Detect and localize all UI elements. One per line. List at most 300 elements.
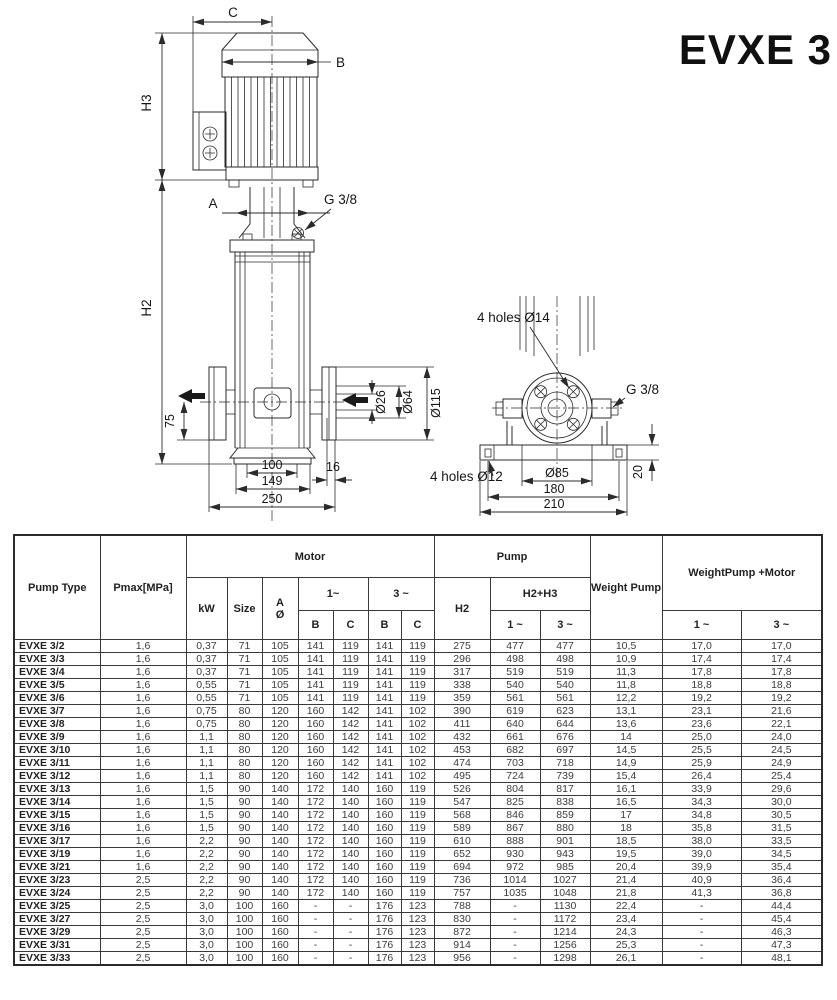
table-cell: 17,8 xyxy=(741,666,822,679)
table-cell: 71 xyxy=(227,640,262,653)
table-cell: 172 xyxy=(298,835,333,848)
table-cell: 141 xyxy=(298,640,333,653)
table-cell: 17 xyxy=(590,809,662,822)
table-cell: 11,8 xyxy=(590,679,662,692)
table-row xyxy=(14,692,822,705)
table-cell: 33,5 xyxy=(741,835,822,848)
table-cell: 90 xyxy=(227,796,262,809)
table-cell: 34,5 xyxy=(741,848,822,861)
table-cell: 1,1 xyxy=(186,731,227,744)
table-cell: 498 xyxy=(490,653,540,666)
table-cell: - xyxy=(662,939,741,952)
table-cell: 119 xyxy=(333,666,368,679)
table-cell: 30,5 xyxy=(741,809,822,822)
table-cell: 1,6 xyxy=(100,640,186,653)
table-cell: 119 xyxy=(401,822,434,835)
table-cell: 432 xyxy=(434,731,490,744)
table-cell: 34,3 xyxy=(662,796,741,809)
table-cell: 359 xyxy=(434,692,490,705)
table-cell: 18,5 xyxy=(590,835,662,848)
table-row xyxy=(14,679,822,692)
table-cell: 140 xyxy=(262,796,298,809)
col-group-motor-3ph: 3 ~ xyxy=(368,578,434,611)
col-header-a: A xyxy=(276,596,284,609)
table-cell: 140 xyxy=(262,809,298,822)
table-cell: 90 xyxy=(227,809,262,822)
table-cell: 568 xyxy=(434,809,490,822)
table-cell: 119 xyxy=(401,692,434,705)
table-cell: 1,5 xyxy=(186,796,227,809)
thread-label-g38-side: G 3/8 xyxy=(324,192,358,207)
table-cell: 17,4 xyxy=(741,653,822,666)
table-cell: 23,4 xyxy=(590,913,662,926)
table-cell: 140 xyxy=(262,887,298,900)
table-cell: 102 xyxy=(401,731,434,744)
table-cell: 1048 xyxy=(540,887,590,900)
table-cell: 120 xyxy=(262,731,298,744)
table-cell: 3,0 xyxy=(186,913,227,926)
table-cell: 1027 xyxy=(540,874,590,887)
table-cell: 1172 xyxy=(540,913,590,926)
pump-type-cell: EVXE 3/31 xyxy=(14,939,100,952)
dim-label-o115: Ø115 xyxy=(429,388,443,418)
table-cell: 17,0 xyxy=(741,640,822,653)
table-cell: 141 xyxy=(368,692,401,705)
col-group-motor-1ph: 1~ xyxy=(298,578,368,611)
col-group-weight-pump-motor: WeightPump +Motor xyxy=(662,535,822,611)
table-cell: 10,9 xyxy=(590,653,662,666)
table-cell: 682 xyxy=(490,744,540,757)
table-cell: 0,55 xyxy=(186,679,227,692)
table-cell: - xyxy=(490,952,540,966)
table-cell: 141 xyxy=(368,744,401,757)
table-cell: 102 xyxy=(401,705,434,718)
table-cell: 15,4 xyxy=(590,770,662,783)
table-cell: 33,9 xyxy=(662,783,741,796)
table-cell: 2,5 xyxy=(100,900,186,913)
table-cell: 140 xyxy=(333,783,368,796)
table-cell: 41,3 xyxy=(662,887,741,900)
table-row xyxy=(14,783,822,796)
table-cell: 176 xyxy=(368,952,401,966)
table-cell: 80 xyxy=(227,770,262,783)
table-cell: 176 xyxy=(368,900,401,913)
table-row xyxy=(14,705,822,718)
table-cell: 1256 xyxy=(540,939,590,952)
table-cell: 123 xyxy=(401,913,434,926)
table-cell: 25,4 xyxy=(741,770,822,783)
table-cell: 160 xyxy=(368,887,401,900)
table-cell: - xyxy=(298,926,333,939)
pump-type-cell: EVXE 3/2 xyxy=(14,640,100,653)
flow-arrow-left-icon xyxy=(178,389,205,403)
pump-type-cell: EVXE 3/7 xyxy=(14,705,100,718)
table-cell: 119 xyxy=(401,809,434,822)
col-group-pump: Pump xyxy=(434,535,590,578)
table-cell: 18,8 xyxy=(741,679,822,692)
table-cell: 172 xyxy=(298,861,333,874)
table-cell: - xyxy=(490,926,540,939)
table-cell: 120 xyxy=(262,744,298,757)
table-cell: 176 xyxy=(368,913,401,926)
table-cell: 19,2 xyxy=(662,692,741,705)
table-cell: 90 xyxy=(227,822,262,835)
table-cell: - xyxy=(298,900,333,913)
table-cell: 1,6 xyxy=(100,796,186,809)
table-cell: 141 xyxy=(368,640,401,653)
table-cell: 561 xyxy=(490,692,540,705)
table-cell: 160 xyxy=(298,718,333,731)
table-cell: 498 xyxy=(540,653,590,666)
table-row xyxy=(14,861,822,874)
table-cell: 1,1 xyxy=(186,744,227,757)
dim-label-b: B xyxy=(336,55,346,70)
table-cell: 48,1 xyxy=(741,952,822,966)
table-cell: 1,1 xyxy=(186,770,227,783)
table-cell: 120 xyxy=(262,718,298,731)
table-row xyxy=(14,770,822,783)
table-cell: 1,6 xyxy=(100,757,186,770)
table-cell: 100 xyxy=(227,952,262,966)
table-cell: 11,3 xyxy=(590,666,662,679)
table-cell: 24,3 xyxy=(590,926,662,939)
pump-type-cell: EVXE 3/4 xyxy=(14,666,100,679)
table-row xyxy=(14,653,822,666)
table-cell: 38,0 xyxy=(662,835,741,848)
table-cell: 859 xyxy=(540,809,590,822)
table-cell: 100 xyxy=(227,926,262,939)
col-header-pump-type: Pump Type xyxy=(14,535,100,640)
table-cell: 697 xyxy=(540,744,590,757)
table-cell: - xyxy=(490,900,540,913)
pump-type-cell: EVXE 3/9 xyxy=(14,731,100,744)
table-cell: 140 xyxy=(262,874,298,887)
table-cell: 142 xyxy=(333,770,368,783)
table-cell: 2,5 xyxy=(100,887,186,900)
table-cell: 31,5 xyxy=(741,822,822,835)
table-cell: 20,4 xyxy=(590,861,662,874)
pump-type-cell: EVXE 3/10 xyxy=(14,744,100,757)
table-cell: 141 xyxy=(298,653,333,666)
table-cell: 804 xyxy=(490,783,540,796)
table-cell: 1,5 xyxy=(186,822,227,835)
table-cell: 0,37 xyxy=(186,653,227,666)
table-cell: 102 xyxy=(401,757,434,770)
table-cell: 90 xyxy=(227,887,262,900)
table-cell: 3,0 xyxy=(186,939,227,952)
pump-front-view-drawing xyxy=(430,296,659,516)
table-cell: - xyxy=(333,939,368,952)
table-cell: 141 xyxy=(298,692,333,705)
table-cell: 3,0 xyxy=(186,952,227,966)
table-cell: 39,9 xyxy=(662,861,741,874)
table-cell: 1,6 xyxy=(100,770,186,783)
table-cell: 172 xyxy=(298,887,333,900)
table-cell: 34,8 xyxy=(662,809,741,822)
table-cell: 817 xyxy=(540,783,590,796)
table-cell: 540 xyxy=(540,679,590,692)
pump-type-cell: EVXE 3/13 xyxy=(14,783,100,796)
table-cell: 14,5 xyxy=(590,744,662,757)
table-cell: 172 xyxy=(298,874,333,887)
table-cell: 867 xyxy=(490,822,540,835)
table-cell: 21,8 xyxy=(590,887,662,900)
table-cell: 141 xyxy=(368,666,401,679)
pump-type-cell: EVXE 3/5 xyxy=(14,679,100,692)
table-cell: 160 xyxy=(368,861,401,874)
table-cell: 119 xyxy=(333,692,368,705)
page-title: EVXE 3 xyxy=(678,26,832,73)
table-cell: 1,6 xyxy=(100,822,186,835)
table-cell: 930 xyxy=(490,848,540,861)
table-cell: 914 xyxy=(434,939,490,952)
table-cell: 119 xyxy=(333,679,368,692)
table-cell: 846 xyxy=(490,809,540,822)
table-cell: 1,6 xyxy=(100,783,186,796)
dim-label-100: 100 xyxy=(261,458,283,472)
table-cell: 160 xyxy=(298,770,333,783)
table-cell: 172 xyxy=(298,809,333,822)
table-cell: 676 xyxy=(540,731,590,744)
table-cell: 1,6 xyxy=(100,718,186,731)
table-cell: 788 xyxy=(434,900,490,913)
table-cell: 119 xyxy=(401,887,434,900)
callout-4-holes-o12: 4 holes Ø12 xyxy=(430,469,503,484)
table-cell: 14,9 xyxy=(590,757,662,770)
table-cell: 26,1 xyxy=(590,952,662,966)
table-cell: 80 xyxy=(227,705,262,718)
dim-label-149: 149 xyxy=(261,474,283,488)
table-cell: 80 xyxy=(227,757,262,770)
table-cell: 943 xyxy=(540,848,590,861)
table-cell: 80 xyxy=(227,744,262,757)
table-cell: 317 xyxy=(434,666,490,679)
col-header-weight-3ph: 3 ~ xyxy=(741,611,822,640)
table-row xyxy=(14,731,822,744)
table-cell: 141 xyxy=(298,666,333,679)
table-cell: 0,37 xyxy=(186,640,227,653)
table-cell: 18,8 xyxy=(662,679,741,692)
table-cell: 160 xyxy=(298,757,333,770)
table-cell: 1,6 xyxy=(100,848,186,861)
table-cell: 123 xyxy=(401,926,434,939)
dim-label-o26: Ø26 xyxy=(374,390,388,414)
table-cell: 141 xyxy=(368,731,401,744)
table-cell: 90 xyxy=(227,861,262,874)
dim-label-o64: Ø64 xyxy=(401,390,415,414)
table-cell: 160 xyxy=(368,783,401,796)
table-cell: - xyxy=(298,939,333,952)
table-cell: 39,0 xyxy=(662,848,741,861)
table-cell: 90 xyxy=(227,783,262,796)
table-cell: - xyxy=(662,926,741,939)
table-cell: 142 xyxy=(333,757,368,770)
pump-type-cell: EVXE 3/17 xyxy=(14,835,100,848)
table-cell: 640 xyxy=(490,718,540,731)
table-cell: 23,6 xyxy=(662,718,741,731)
table-cell: 102 xyxy=(401,770,434,783)
table-cell: 411 xyxy=(434,718,490,731)
table-cell: 0,55 xyxy=(186,692,227,705)
table-cell: 540 xyxy=(490,679,540,692)
table-cell: 619 xyxy=(490,705,540,718)
table-cell: 703 xyxy=(490,757,540,770)
pump-data-table xyxy=(13,534,823,966)
table-cell: 1,1 xyxy=(186,757,227,770)
table-cell: 160 xyxy=(368,809,401,822)
dim-label-c: C xyxy=(228,5,238,20)
table-cell: 652 xyxy=(434,848,490,861)
table-cell: 610 xyxy=(434,835,490,848)
table-cell: 23,1 xyxy=(662,705,741,718)
pump-type-cell: EVXE 3/16 xyxy=(14,822,100,835)
table-cell: 1,5 xyxy=(186,809,227,822)
pump-type-cell: EVXE 3/11 xyxy=(14,757,100,770)
flow-arrow-right-icon xyxy=(342,393,368,407)
table-cell: 172 xyxy=(298,822,333,835)
pump-type-cell: EVXE 3/27 xyxy=(14,913,100,926)
table-cell: 105 xyxy=(262,653,298,666)
table-cell: 119 xyxy=(333,653,368,666)
table-cell: 123 xyxy=(401,900,434,913)
table-cell: 140 xyxy=(262,848,298,861)
col-group-motor: Motor xyxy=(186,535,434,578)
table-cell: 338 xyxy=(434,679,490,692)
table-cell: 140 xyxy=(333,796,368,809)
table-cell: 25,9 xyxy=(662,757,741,770)
table-row xyxy=(14,887,822,900)
table-cell: 172 xyxy=(298,783,333,796)
table-cell: 21,4 xyxy=(590,874,662,887)
table-cell: 2,2 xyxy=(186,887,227,900)
table-cell: 519 xyxy=(490,666,540,679)
table-cell: 90 xyxy=(227,874,262,887)
table-cell: 1,6 xyxy=(100,666,186,679)
table-row xyxy=(14,718,822,731)
table-cell: - xyxy=(333,913,368,926)
table-cell: 25,0 xyxy=(662,731,741,744)
table-cell: 100 xyxy=(227,939,262,952)
table-row xyxy=(14,900,822,913)
table-cell: 90 xyxy=(227,848,262,861)
callout-4-holes-o14: 4 holes Ø14 xyxy=(477,310,550,325)
table-cell: 119 xyxy=(401,640,434,653)
table-cell: 142 xyxy=(333,731,368,744)
table-cell: 71 xyxy=(227,666,262,679)
table-cell: - xyxy=(333,900,368,913)
table-cell: 644 xyxy=(540,718,590,731)
table-cell: 140 xyxy=(333,887,368,900)
table-cell: 3,0 xyxy=(186,900,227,913)
table-cell: 120 xyxy=(262,757,298,770)
table-cell: 872 xyxy=(434,926,490,939)
table-cell: 2,2 xyxy=(186,848,227,861)
pump-type-cell: EVXE 3/24 xyxy=(14,887,100,900)
table-cell: 141 xyxy=(368,718,401,731)
table-cell: 296 xyxy=(434,653,490,666)
table-cell: 160 xyxy=(262,926,298,939)
table-cell: 119 xyxy=(401,874,434,887)
table-cell: 1,6 xyxy=(100,731,186,744)
table-cell: 90 xyxy=(227,835,262,848)
table-cell: 390 xyxy=(434,705,490,718)
table-cell: 275 xyxy=(434,640,490,653)
table-cell: 17,4 xyxy=(662,653,741,666)
table-row xyxy=(14,640,822,653)
table-cell: 160 xyxy=(262,913,298,926)
table-cell: - xyxy=(333,926,368,939)
dim-label-o85: Ø85 xyxy=(545,466,569,480)
table-cell: 160 xyxy=(298,705,333,718)
table-cell: 105 xyxy=(262,692,298,705)
table-cell: 105 xyxy=(262,640,298,653)
table-cell: 29,6 xyxy=(741,783,822,796)
pump-type-cell: EVXE 3/6 xyxy=(14,692,100,705)
table-cell: 141 xyxy=(368,757,401,770)
table-cell: 105 xyxy=(262,666,298,679)
table-cell: 1,6 xyxy=(100,653,186,666)
table-cell: 2,2 xyxy=(186,874,227,887)
table-cell: 119 xyxy=(401,666,434,679)
dim-label-210: 210 xyxy=(543,497,565,511)
col-header-kw: kW xyxy=(186,578,227,640)
pump-type-cell: EVXE 3/19 xyxy=(14,848,100,861)
table-cell: 160 xyxy=(368,874,401,887)
table-cell: 160 xyxy=(262,939,298,952)
table-cell: 17,8 xyxy=(662,666,741,679)
table-row xyxy=(14,874,822,887)
table-cell: 956 xyxy=(434,952,490,966)
table-cell: 1035 xyxy=(490,887,540,900)
table-cell: 141 xyxy=(368,653,401,666)
table-cell: 160 xyxy=(368,796,401,809)
table-cell: 2,5 xyxy=(100,874,186,887)
table-cell: 102 xyxy=(401,744,434,757)
dim-label-75: 75 xyxy=(163,414,177,428)
table-cell: 24,0 xyxy=(741,731,822,744)
table-cell: 561 xyxy=(540,692,590,705)
table-row xyxy=(14,835,822,848)
table-cell: 24,5 xyxy=(741,744,822,757)
pump-type-cell: EVXE 3/15 xyxy=(14,809,100,822)
table-row xyxy=(14,848,822,861)
col-header-weight-pump: Weight Pump xyxy=(590,535,662,640)
table-cell: 1,6 xyxy=(100,679,186,692)
table-cell: 47,3 xyxy=(741,939,822,952)
col-header-weight-1ph: 1 ~ xyxy=(662,611,741,640)
table-cell: 160 xyxy=(368,848,401,861)
table-cell: 140 xyxy=(333,848,368,861)
table-cell: 140 xyxy=(262,822,298,835)
table-cell: 160 xyxy=(298,731,333,744)
table-cell: 2,5 xyxy=(100,913,186,926)
table-row xyxy=(14,666,822,679)
table-cell: 46,3 xyxy=(741,926,822,939)
table-cell: 22,1 xyxy=(741,718,822,731)
table-cell: 71 xyxy=(227,692,262,705)
table-cell: 2,2 xyxy=(186,861,227,874)
table-cell: 16,5 xyxy=(590,796,662,809)
table-cell: 160 xyxy=(368,835,401,848)
table-cell: 30,0 xyxy=(741,796,822,809)
table-cell: 140 xyxy=(262,835,298,848)
table-cell: 1298 xyxy=(540,952,590,966)
table-cell: 16,1 xyxy=(590,783,662,796)
table-cell: 901 xyxy=(540,835,590,848)
table-cell: 19,5 xyxy=(590,848,662,861)
table-cell: 120 xyxy=(262,770,298,783)
table-cell: 71 xyxy=(227,679,262,692)
